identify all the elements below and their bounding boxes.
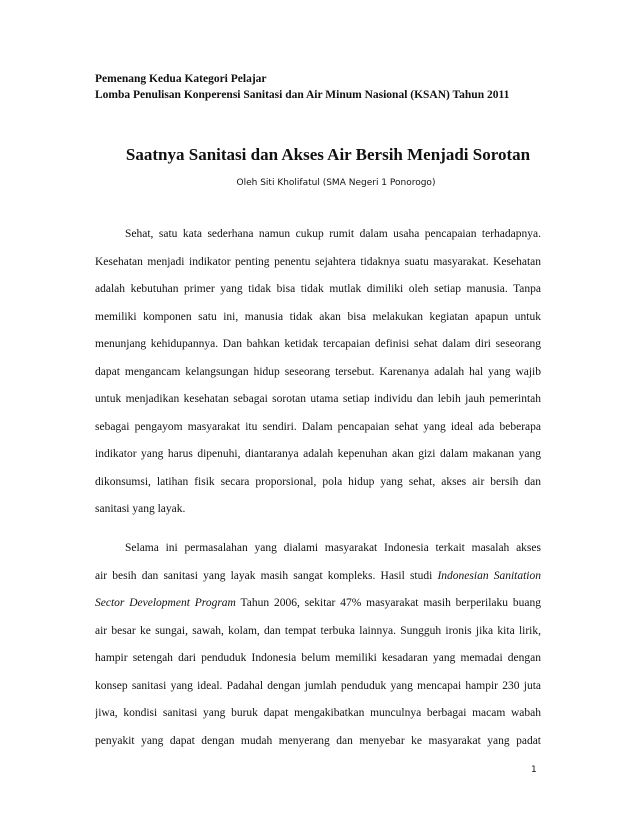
award-header: [95, 71, 509, 103]
paragraph-line: konsep sanitasi yang ideal. Padahal dengan jumlah penduduk yang mencapai hampir 230 juta: [95, 679, 541, 692]
paragraph-line: air besar ke sungai, sawah, kolam, dan tempat terbuka lainnya. Sungguh ironis jika kita lirik,: [95, 624, 541, 637]
paragraph-2: [95, 535, 541, 755]
paragraph-text: air besih dan sanitasi yang layak masih sangat kompleks. Hasil studi: [95, 569, 438, 582]
paragraph-text: Tahun 2006, sekitar 47% masyarakat masih berperilaku buang: [235, 597, 541, 609]
paragraph-line: dikonsumsi, latihan fisik secara proporsional, pola hidup yang sehat, akses air bersih dan: [95, 475, 541, 488]
paragraph-line: Selama ini permasalahan yang dialami masyarakat Indonesia terkait masalah akses: [125, 542, 541, 554]
article-title: Saatnya Sanitasi dan Akses Air Bersih Menjadi Sorotan: [125, 145, 531, 164]
paragraph-line: [95, 563, 541, 591]
paragraph-line: sanitasi yang layak.: [95, 503, 186, 515]
paragraph-1: [95, 221, 541, 524]
paragraph-line: dapat mengancam kelangsungan hidup seseorang tersebut. Karenanya adalah hal yang wajib: [95, 365, 541, 378]
paragraph-line: untuk menjadikan kesehatan sebagai sorotan utama setiap individu dan lebih jauh pemerintah: [95, 393, 541, 405]
paragraph-line: adalah kebutuhan primer yang tidak bisa tidak mutlak dimiliki oleh setiap manusia. Tanpa: [95, 283, 541, 295]
paragraph-line: penyakit yang dapat dengan mudah menyerang dan menyebar ke masyarakat yang padat: [95, 734, 541, 747]
award-line-1: Pemenang Kedua Kategori Pelajar: [95, 73, 267, 85]
paragraph-line: memiliki komponen satu ini, manusia tidak akan bisa melakukan kegiatan apapun untuk: [95, 310, 541, 323]
paragraph-line: jiwa, kondisi sanitasi yang buruk dapat mengakibatkan munculnya berbagai macam wabah: [95, 707, 541, 719]
paragraph-line: sebagai pengayom masyarakat itu sendiri. Dalam pencapaian sehat yang ideal ada beberapa: [95, 420, 541, 433]
italic-program-name: Indonesian Sanitation: [437, 569, 541, 582]
paragraph-line: indikator yang harus dipenuhi, diantaranya adalah kepenuhan akan gizi dalam makanan yang: [95, 448, 541, 460]
paragraph-line: Kesehatan menjadi indikator penting penentu sejahtera tidaknya suatu masyarakat. Kesehatan: [95, 255, 541, 268]
paragraph-line: Sehat, satu kata sederhana namun cukup rumit dalam usaha pencapaian terhadapnya.: [125, 228, 541, 240]
italic-program-name: Sector Development Program: [95, 597, 236, 609]
paragraph-line: hampir setengah dari penduduk Indonesia belum memiliki kesadaran yang memadai dengan: [95, 652, 541, 664]
article-author: Oleh Siti Kholifatul (SMA Negeri 1 Ponorogo): [236, 178, 436, 188]
award-line-2: Lomba Penulisan Konperensi Sanitasi dan Air Minum Nasional (KSAN) Tahun 2011: [95, 89, 510, 101]
page-number: 1: [531, 765, 537, 775]
paragraph-line: menunjang kehidupannya. Dan bahkan ketidak tercapaian definisi sehat dalam diri seseorang: [95, 338, 541, 350]
paragraph-line: [95, 590, 541, 618]
